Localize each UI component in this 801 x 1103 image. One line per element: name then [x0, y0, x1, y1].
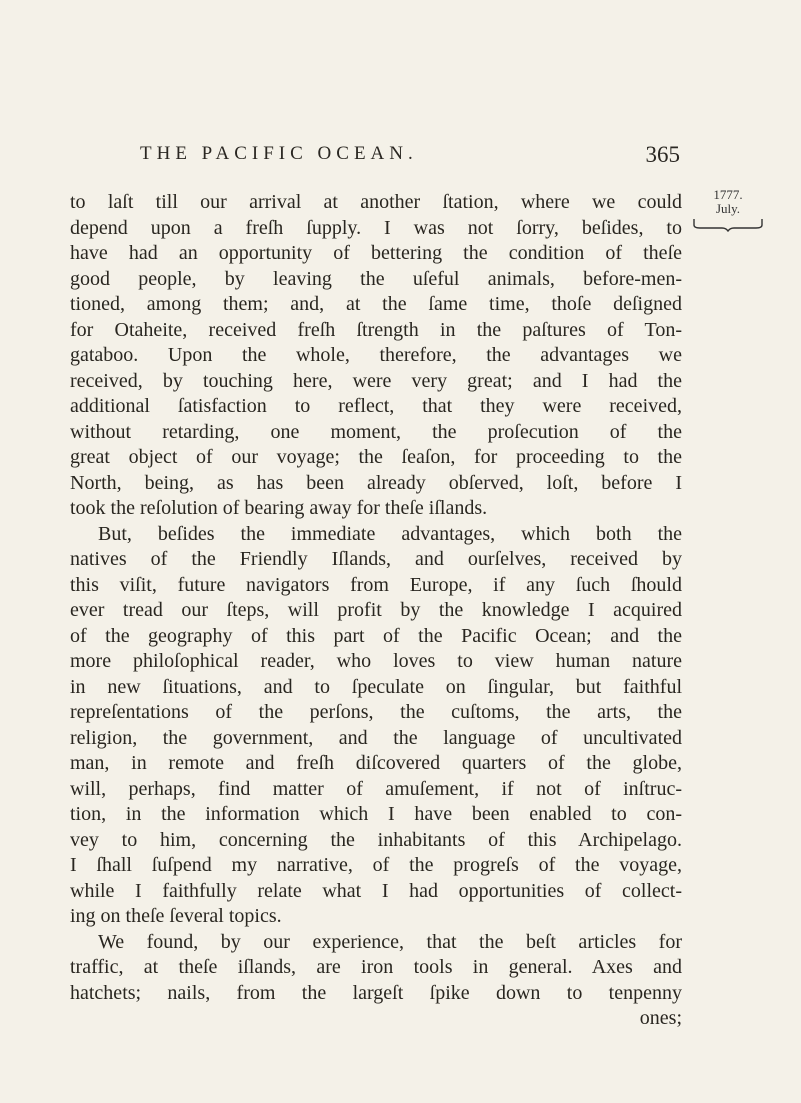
margin-note: [692, 188, 764, 232]
text-line: in new ſituations, and to ſpeculate on ſingular, but faithful: [70, 675, 682, 698]
text-line: tion, in the information which I have been enabled to con-: [70, 803, 682, 825]
text-line: without retarding, one moment, the proſecution of the: [70, 420, 682, 443]
margin-month: July.: [715, 201, 741, 216]
text-line: received, by touching here, were very great; and I had the: [70, 369, 682, 392]
text-line: gataboo. Upon the whole, therefore, the advantages we: [70, 344, 682, 366]
text-line: I ſhall ſuſpend my narrative, of the progreſs of the voyage,: [70, 854, 682, 876]
text-line: man, in remote and freſh diſcovered quarters of the globe,: [70, 752, 682, 774]
text-line: tioned, among them; and, at the ſame time, thoſe deſigned: [70, 293, 682, 315]
text-line: traffic, at theſe iſlands, are iron tools in general. Axes and: [70, 956, 682, 978]
text-line: vey to him, concerning the inhabitants of this Archipelago.: [70, 828, 682, 851]
text-line: this viſit, future navigators from Europe, if any ſuch ſhould: [70, 573, 682, 596]
body-text: [70, 190, 682, 1032]
text-line: But, beſides the immediate advantages, which both the: [98, 522, 682, 545]
text-line: will, perhaps, find matter of amuſement, if not of inſtruc-: [70, 777, 682, 800]
text-line: good people, by leaving the uſeful animals, before-men-: [70, 267, 682, 290]
margin-year: 1777.: [713, 187, 743, 202]
text-line: additional ſatisfaction to reflect, that they were received,: [70, 395, 682, 417]
margin-brace-icon: [692, 216, 764, 232]
running-title: THE PACIFIC OCEAN.: [140, 143, 418, 164]
text-line: repreſentations of the perſons, the cuſtoms, the arts, the: [70, 701, 682, 723]
text-line: ing on theſe ſeveral topics.: [70, 905, 282, 927]
running-head: [70, 143, 680, 171]
catchword: ones;: [639, 1007, 682, 1029]
text-line: great object of our voyage; the ſeaſon, for proceeding to the: [70, 446, 682, 468]
text-line: natives of the Friendly Iſlands, and ourſelves, received by: [70, 548, 682, 570]
text-line: while I faithfully relate what I had opportunities of collect-: [70, 879, 682, 902]
text-line: took the reſolution of bearing away for theſe iſlands.: [70, 497, 488, 519]
text-line: more philoſophical reader, who loves to view human nature: [70, 650, 682, 672]
text-line: to laſt till our arrival at another ſtation, where we could: [70, 191, 682, 213]
page-number: 365: [645, 142, 680, 167]
text-line: ever tread our ſteps, will profit by the knowledge I acquired: [70, 599, 682, 621]
text-line: depend upon a freſh ſupply. I was not ſorry, beſides, to: [70, 216, 682, 239]
text-line: have had an opportunity of bettering the condition of theſe: [70, 242, 682, 264]
text-line: North, being, as has been already obſerved, loſt, before I: [70, 471, 682, 494]
text-line: of the geography of this part of the Pacific Ocean; and the: [70, 624, 682, 647]
text-line: for Otaheite, received freſh ſtrength in the paſtures of Ton-: [70, 318, 682, 341]
text-line: religion, the government, and the language of uncultivated: [70, 726, 682, 749]
text-line: hatchets; nails, from the largeſt ſpike down to tenpenny: [70, 981, 682, 1004]
text-line: We found, by our experience, that the beſt articles for: [98, 930, 682, 953]
